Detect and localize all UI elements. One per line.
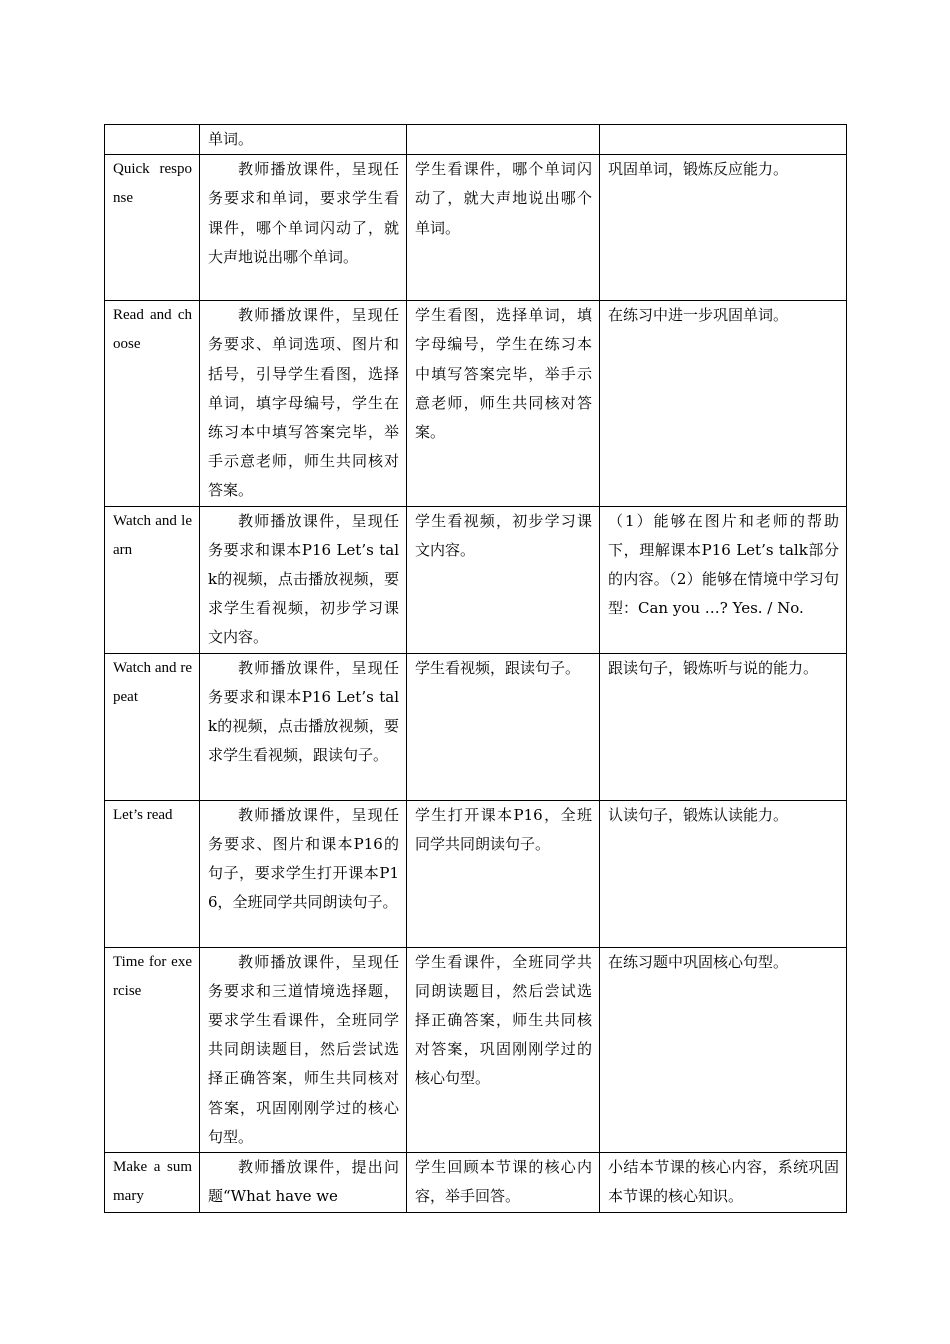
teacher-activity-cell (200, 125, 407, 155)
teacher-activity-cell (200, 800, 407, 947)
student-activity-cell: 学生看课件，全班同学共同朗读题目，然后尝试选择正确答案，师生共同核对答案，巩固刚刚学过的核心句型。 (407, 947, 600, 1152)
step-name-cell: Watch and learn (105, 506, 200, 653)
teacher-activity-text: 教师播放课件，呈现任务要求和课本P16 Let’s talk的视频，点击播放视频，要求学生看视频，跟读句子。 (208, 658, 399, 765)
purpose-cell: 巩固单词，锻炼反应能力。 (600, 155, 847, 301)
teacher-activity-text: 教师播放课件，呈现任务要求和三道情境选择题，要求学生看课件，全班同学共同朗读题目，然后尝试选择正确答案，师生共同核对答案，巩固刚刚学过的核心句型。 (208, 952, 399, 1146)
student-activity-cell: 学生打开课本P16，全班同学共同朗读句子。 (407, 800, 600, 947)
step-name-cell: Make a summary (105, 1153, 200, 1213)
teacher-activity-text: 教师播放课件，呈现任务要求和课本P16 Let’s talk的视频，点击播放视频，要求学生看视频，初步学习课文内容。 (208, 511, 399, 647)
purpose-cell (600, 125, 847, 155)
table-row (105, 301, 847, 506)
student-activity-cell: 学生看视频，跟读句子。 (407, 653, 600, 800)
teacher-activity-cell (200, 947, 407, 1152)
step-name-cell: Quick response (105, 155, 200, 301)
purpose-cell: 小结本节课的核心内容，系统巩固本节课的核心知识。 (600, 1153, 847, 1213)
step-name-cell: Time for exercise (105, 947, 200, 1152)
student-activity-cell (407, 125, 600, 155)
lesson-plan-table (104, 124, 847, 1213)
teacher-activity-cell (200, 155, 407, 301)
table-row (105, 1153, 847, 1213)
step-name-cell: Watch and repeat (105, 653, 200, 800)
table-row (105, 155, 847, 301)
table-row (105, 653, 847, 800)
teacher-activity-cell (200, 506, 407, 653)
table-row (105, 506, 847, 653)
teacher-activity-text: 教师播放课件，呈现任务要求、图片和课本P16的句子，要求学生打开课本P16，全班同学共同朗读句子。 (208, 805, 399, 912)
purpose-cell: 认读句子，锻炼认读能力。 (600, 800, 847, 947)
table-row (105, 800, 847, 947)
purpose-cell: 在练习题中巩固核心句型。 (600, 947, 847, 1152)
student-activity-cell: 学生看课件，哪个单词闪动了，就大声地说出哪个单词。 (407, 155, 600, 301)
teacher-activity-cell (200, 1153, 407, 1213)
teacher-activity-text: 教师播放课件，提出问题“What have we (208, 1158, 399, 1206)
purpose-cell: （1）能够在图片和老师的帮助下，理解课本P16 Let’s talk部分的内容。（2）能够在情境中学习句型：Can you …? Yes. / No. (600, 506, 847, 653)
student-activity-cell: 学生看视频，初步学习课文内容。 (407, 506, 600, 653)
student-activity-cell: 学生看图，选择单词，填字母编号，学生在练习本中填写答案完毕，举手示意老师，师生共同核对答案。 (407, 301, 600, 506)
step-name-cell: Let’s read (105, 800, 200, 947)
table-row (105, 125, 847, 155)
teacher-activity-text: 教师播放课件，呈现任务要求、单词选项、图片和括号，引导学生看图，选择单词，填字母编号，学生在练习本中填写答案完毕，举手示意老师，师生共同核对答案。 (208, 306, 399, 500)
purpose-cell: 跟读句子，锻炼听与说的能力。 (600, 653, 847, 800)
step-name-cell: Read and choose (105, 301, 200, 506)
teacher-activity-text: 单词。 (208, 130, 254, 148)
teacher-activity-cell (200, 653, 407, 800)
purpose-cell: 在练习中进一步巩固单词。 (600, 301, 847, 506)
table-row (105, 947, 847, 1152)
student-activity-cell: 学生回顾本节课的核心内容，举手回答。 (407, 1153, 600, 1213)
teacher-activity-text: 教师播放课件，呈现任务要求和单词，要求学生看课件，哪个单词闪动了，就大声地说出哪个单词。 (208, 160, 399, 266)
teacher-activity-cell (200, 301, 407, 506)
step-name-cell (105, 125, 200, 155)
